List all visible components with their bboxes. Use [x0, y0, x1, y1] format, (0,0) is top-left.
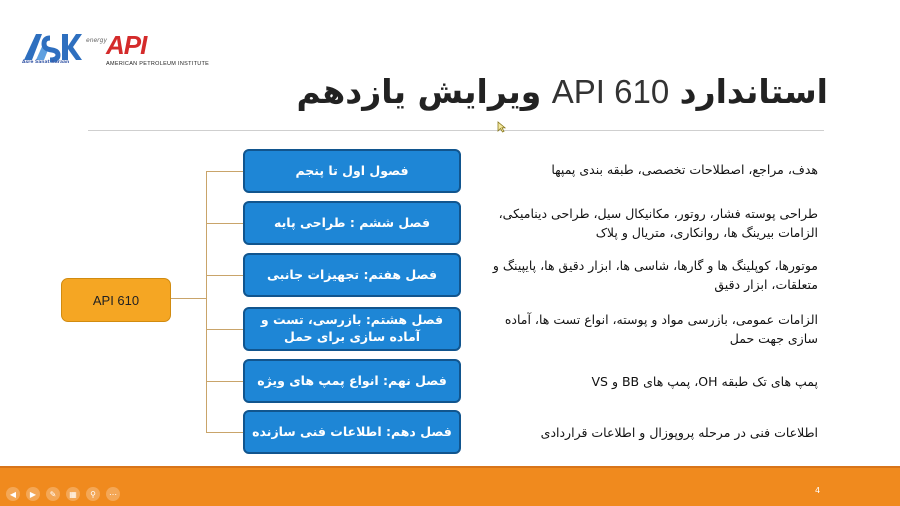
connector-branch-5 [206, 381, 243, 382]
chapter-box-5: فصل نهم: انواع پمپ های ویژه [243, 359, 461, 403]
chapter-box-2: فصل ششم : طراحی پایه [243, 201, 461, 245]
chapter-desc-3: موتورها، کوپلینگ ها و گارها، شاسی ها، ابزار دقیق ها، پایپینگ و متعلقات، ابزار دقیق [492, 258, 818, 293]
chapter-desc-4: الزامات عمومی، بازرسی مواد و پوسته، انواع تست ها، آماده سازی جهت حمل [504, 312, 818, 347]
title-divider [88, 130, 824, 131]
chapter-box-3: فصل هفتم: تجهیزات جانبی [243, 253, 461, 297]
api-energy-text: energy [86, 37, 108, 44]
pen-tool-icon[interactable]: ✎ [46, 487, 60, 501]
chapter-desc-6: اطلاعات فنی در مرحله پروپوزال و اطلاعات قراردادی [540, 425, 818, 440]
title-part2: API 610 [551, 73, 670, 110]
connector-branch-2 [206, 223, 243, 224]
chapter-box-4: فصل هشتم: بازرسی، تست و آماده سازی برای حمل [243, 307, 461, 351]
slide-footer-bar [0, 466, 900, 506]
connector-trunk [206, 171, 207, 432]
title-part1: استاندارد [679, 72, 828, 111]
root-node-api610: API 610 [61, 278, 171, 322]
connector-branch-3 [206, 275, 243, 276]
next-slide-icon[interactable]: ▶ [26, 487, 40, 501]
prev-slide-icon[interactable]: ◀ [6, 487, 20, 501]
api-logo-subtext: AMERICAN PETROLEUM INSTITUTE [106, 61, 210, 67]
footer-shade [0, 466, 900, 468]
chapter-desc-1: هدف، مراجع، اصطلاحات تخصصی، طبقه بندی پمپها [551, 162, 818, 177]
connector-branch-1 [206, 171, 243, 172]
title-part3: ویرایش یازدهم [296, 72, 542, 111]
slide-title [297, 72, 829, 111]
connector-root [169, 298, 206, 299]
chapter-desc-5: پمپ های تک طبقه OH، پمپ های BB و VS [591, 374, 818, 389]
slides-grid-icon[interactable]: ▦ [66, 487, 80, 501]
connector-branch-6 [206, 432, 243, 433]
connector-branch-4 [206, 329, 243, 330]
ask-logo-subtext: Asre Sanat Karaan [22, 60, 70, 65]
mouse-cursor-icon [497, 121, 506, 133]
chapter-box-1: فصول اول تا پنجم [243, 149, 461, 193]
more-options-icon[interactable]: ⋯ [106, 487, 120, 501]
api-logo: API [106, 30, 147, 60]
page-number: 4 [815, 486, 821, 495]
chapter-desc-2: طراحی پوسته فشار، روتور، مکانیکال سیل، طراحی دینامیکی، الزامات بیرینگ ها، روانکاری، متریال و پلاک [498, 206, 818, 241]
chapter-box-6: فصل دهم: اطلاعات فنی سازنده [243, 410, 461, 454]
zoom-icon[interactable]: ⚲ [86, 487, 100, 501]
